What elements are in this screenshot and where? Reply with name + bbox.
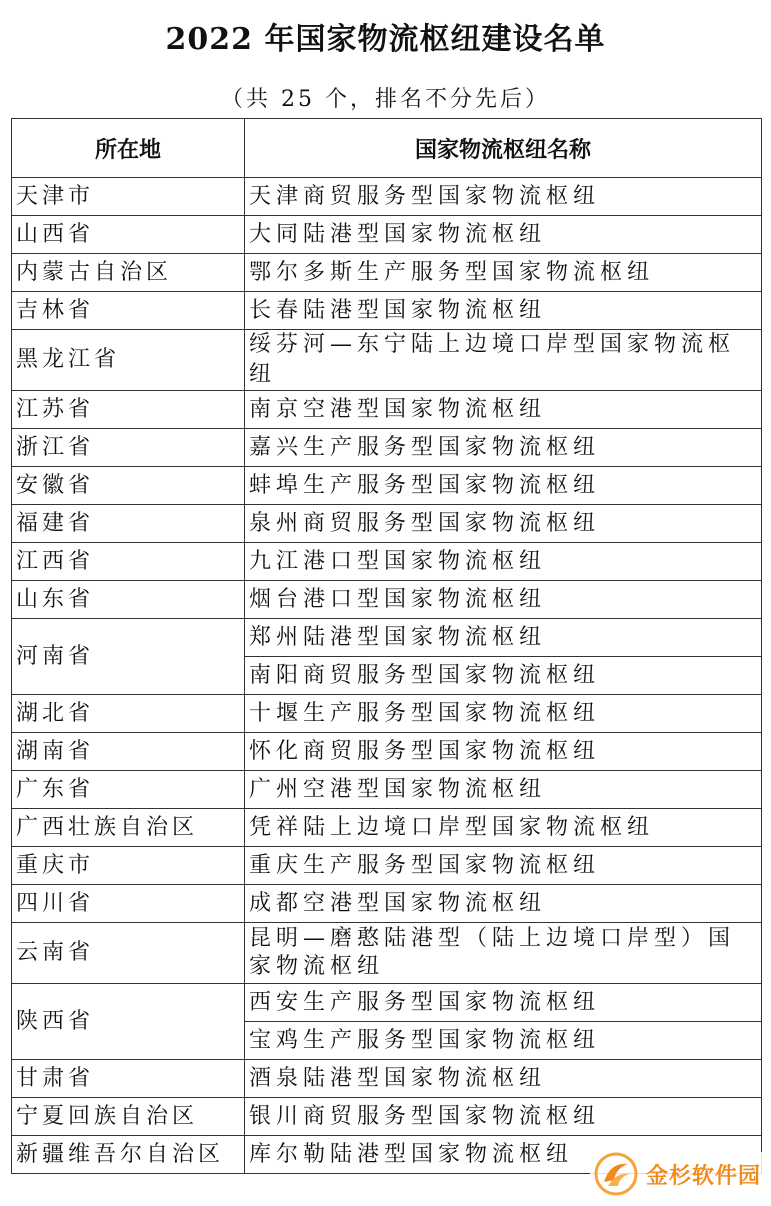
hub-name-cell: 泉州商贸服务型国家物流枢纽 bbox=[245, 505, 762, 543]
location-cell: 山西省 bbox=[12, 216, 245, 254]
location-cell: 安徽省 bbox=[12, 467, 245, 505]
table-row bbox=[12, 619, 762, 657]
table-row bbox=[12, 695, 762, 733]
table-header-row bbox=[12, 119, 762, 178]
location-cell: 广西壮族自治区 bbox=[12, 809, 245, 847]
location-cell: 新疆维吾尔自治区 bbox=[12, 1136, 245, 1174]
table-row bbox=[12, 178, 762, 216]
hub-name-cell: 成都空港型国家物流枢纽 bbox=[245, 885, 762, 923]
hub-name-cell: 鄂尔多斯生产服务型国家物流枢纽 bbox=[245, 254, 762, 292]
hub-name-cell: 重庆生产服务型国家物流枢纽 bbox=[245, 847, 762, 885]
location-cell: 广东省 bbox=[12, 771, 245, 809]
hub-name-cell: 南京空港型国家物流枢纽 bbox=[245, 391, 762, 429]
page-title: 2022 年国家物流枢纽建设名单 bbox=[165, 22, 606, 57]
location-cell: 四川省 bbox=[12, 885, 245, 923]
flame-logo-icon bbox=[594, 1152, 638, 1196]
table-row bbox=[12, 543, 762, 581]
location-cell: 天津市 bbox=[12, 178, 245, 216]
location-cell: 黑龙江省 bbox=[12, 330, 245, 391]
location-cell: 福建省 bbox=[12, 505, 245, 543]
location-cell: 重庆市 bbox=[12, 847, 245, 885]
table-row bbox=[12, 885, 762, 923]
hub-name-cell: 绥芬河—东宁陆上边境口岸型国家物流枢纽 bbox=[245, 330, 762, 391]
hub-name-cell: 库尔勒陆港型国家物流枢纽 bbox=[245, 1136, 762, 1174]
table-row bbox=[12, 1098, 762, 1136]
table-row bbox=[12, 984, 762, 1022]
table-row bbox=[12, 847, 762, 885]
hub-name-cell: 酒泉陆港型国家物流枢纽 bbox=[245, 1060, 762, 1098]
hub-name-cell: 大同陆港型国家物流枢纽 bbox=[245, 216, 762, 254]
hub-list-table bbox=[11, 118, 762, 1174]
location-cell: 浙江省 bbox=[12, 429, 245, 467]
hub-name-cell: 南阳商贸服务型国家物流枢纽 bbox=[245, 657, 762, 695]
hub-name-cell: 十堰生产服务型国家物流枢纽 bbox=[245, 695, 762, 733]
hub-name-cell: 烟台港口型国家物流枢纽 bbox=[245, 581, 762, 619]
hub-name-cell: 九江港口型国家物流枢纽 bbox=[245, 543, 762, 581]
hub-name-cell: 宝鸡生产服务型国家物流枢纽 bbox=[245, 1022, 762, 1060]
location-cell: 河南省 bbox=[12, 619, 245, 695]
hub-name-cell: 蚌埠生产服务型国家物流枢纽 bbox=[245, 467, 762, 505]
location-cell: 内蒙古自治区 bbox=[12, 254, 245, 292]
location-cell: 吉林省 bbox=[12, 292, 245, 330]
table-row bbox=[12, 733, 762, 771]
hub-name-cell: 嘉兴生产服务型国家物流枢纽 bbox=[245, 429, 762, 467]
hub-name-cell: 昆明—磨憨陆港型（陆上边境口岸型）国家物流枢纽 bbox=[245, 923, 762, 984]
table-row bbox=[12, 923, 762, 984]
watermark bbox=[590, 1152, 765, 1196]
location-cell: 陕西省 bbox=[12, 984, 245, 1060]
hub-name-cell: 郑州陆港型国家物流枢纽 bbox=[245, 619, 762, 657]
table-row bbox=[12, 254, 762, 292]
table-row bbox=[12, 771, 762, 809]
hub-name-cell: 凭祥陆上边境口岸型国家物流枢纽 bbox=[245, 809, 762, 847]
hub-name-cell: 广州空港型国家物流枢纽 bbox=[245, 771, 762, 809]
hub-name-cell: 长春陆港型国家物流枢纽 bbox=[245, 292, 762, 330]
table-row bbox=[12, 292, 762, 330]
location-cell: 江西省 bbox=[12, 543, 245, 581]
location-cell: 山东省 bbox=[12, 581, 245, 619]
column-header-location: 所在地 bbox=[12, 119, 245, 178]
location-cell: 江苏省 bbox=[12, 391, 245, 429]
location-cell: 甘肃省 bbox=[12, 1060, 245, 1098]
column-header-hub-name: 国家物流枢纽名称 bbox=[245, 119, 762, 178]
location-cell: 云南省 bbox=[12, 923, 245, 984]
hub-name-cell: 怀化商贸服务型国家物流枢纽 bbox=[245, 733, 762, 771]
table-row bbox=[12, 467, 762, 505]
table-row bbox=[12, 330, 762, 391]
hub-name-cell: 银川商贸服务型国家物流枢纽 bbox=[245, 1098, 762, 1136]
table-row bbox=[12, 505, 762, 543]
table-row bbox=[12, 391, 762, 429]
hub-name-cell: 西安生产服务型国家物流枢纽 bbox=[245, 984, 762, 1022]
table-row bbox=[12, 809, 762, 847]
table-row bbox=[12, 581, 762, 619]
table-row bbox=[12, 216, 762, 254]
table-row bbox=[12, 1060, 762, 1098]
hub-name-cell: 天津商贸服务型国家物流枢纽 bbox=[245, 178, 762, 216]
location-cell: 宁夏回族自治区 bbox=[12, 1098, 245, 1136]
page-subtitle: （共 25 个，排名不分先后） bbox=[221, 87, 550, 112]
table-row bbox=[12, 429, 762, 467]
table-body bbox=[12, 178, 762, 1174]
watermark-text: 金杉软件园 bbox=[645, 1163, 761, 1189]
location-cell: 湖北省 bbox=[12, 695, 245, 733]
location-cell: 湖南省 bbox=[12, 733, 245, 771]
